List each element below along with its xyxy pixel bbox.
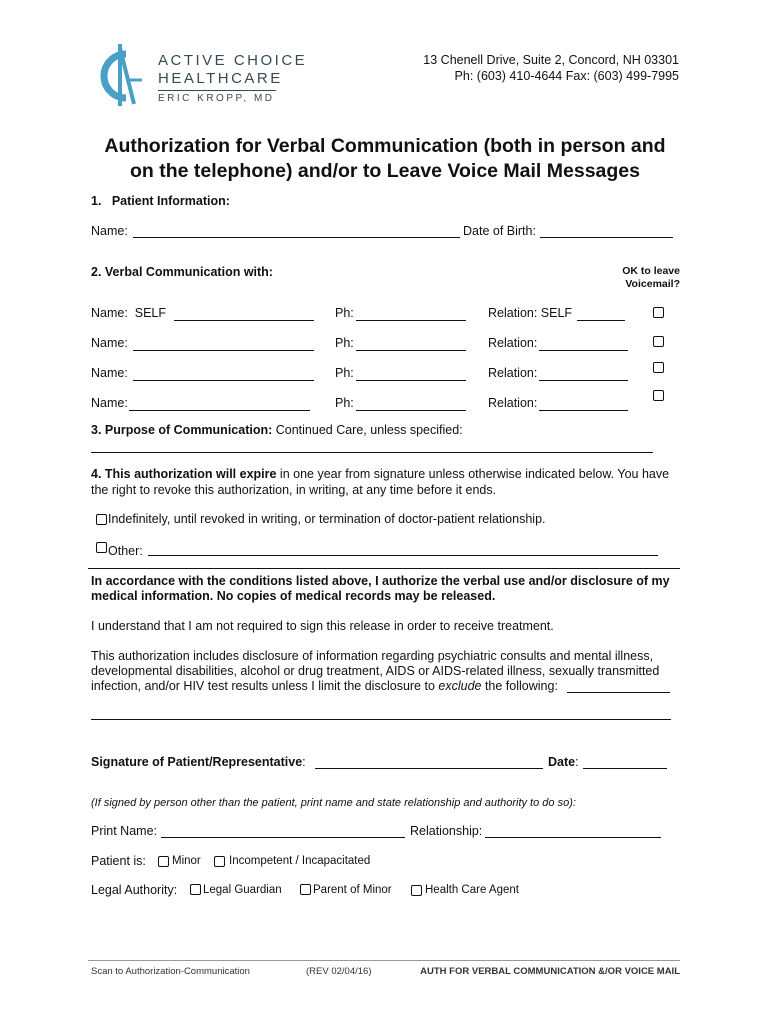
logo-doctor: ERIC KROPP, MD xyxy=(158,93,275,104)
signature-label: Signature of Patient/Representative xyxy=(91,755,303,769)
legal-guardian-label: Legal Guardian xyxy=(203,884,282,896)
minor-checkbox[interactable] xyxy=(158,856,169,867)
signature-colon: : xyxy=(302,755,306,769)
signature-field[interactable] xyxy=(315,768,543,769)
sig-date-colon: : xyxy=(575,755,579,769)
consent-bold-line1: In accordance with the conditions listed above, I authorize the verbal use and/or disclosure of my xyxy=(91,574,670,588)
header-address: 13 Chenell Drive, Suite 2, Concord, NH 03301 xyxy=(423,53,679,67)
print-name-field[interactable] xyxy=(161,837,405,838)
health-care-agent-label: Health Care Agent xyxy=(425,884,519,896)
contact-phone-label: Ph: xyxy=(335,396,354,410)
contact-phone-field[interactable] xyxy=(356,320,466,321)
contact-name-field[interactable] xyxy=(174,320,314,321)
signature-row xyxy=(91,755,306,769)
representative-note: (If signed by person other than the patient, print name and state relationship and authority to do so): xyxy=(91,797,576,809)
voicemail-checkbox[interactable] xyxy=(653,362,664,373)
other-label: Other: xyxy=(108,544,143,558)
section3-label: 3. Purpose of Communication: xyxy=(91,423,273,437)
exclude-field-line2[interactable] xyxy=(91,719,671,720)
dob-field[interactable] xyxy=(540,237,673,238)
contact-phone-field[interactable] xyxy=(356,380,466,381)
legal-authority-label: Legal Authority: xyxy=(91,883,178,897)
print-name-label: Print Name: xyxy=(91,824,157,838)
relationship-field[interactable] xyxy=(485,837,661,838)
logo-mark-icon xyxy=(90,40,154,110)
disclosure-line2: developmental disabilities, alcohol or drug treatment, AIDS or AIDS-related illness, sexually transmitted xyxy=(91,664,660,678)
minor-label: Minor xyxy=(172,855,201,867)
voicemail-checkbox[interactable] xyxy=(653,390,664,401)
contact-phone-field[interactable] xyxy=(356,350,466,351)
contact-relation-label: Relation: xyxy=(488,396,538,410)
contact-relation-label: Relation: xyxy=(488,366,538,380)
contact-name-label: Name: xyxy=(91,336,128,350)
section4-label: 4. This authorization will expire xyxy=(91,467,277,481)
indefinite-label: Indefinitely, until revoked in writing, or termination of doctor-patient relationship. xyxy=(108,512,546,526)
logo xyxy=(90,40,310,110)
understand-text: I understand that I am not required to sign this release in order to receive treatment. xyxy=(91,619,554,633)
section3-text: Continued Care, unless specified: xyxy=(272,423,463,437)
contact-phone-field[interactable] xyxy=(356,410,466,411)
footer-divider xyxy=(88,960,680,961)
patient-name-field[interactable] xyxy=(133,237,460,238)
contact-name-label: Name: xyxy=(91,396,128,410)
purpose-field[interactable] xyxy=(91,452,653,453)
contact-name-field[interactable] xyxy=(133,380,314,381)
sig-date-field[interactable] xyxy=(583,768,667,769)
incompetent-label: Incompetent / Incapacitated xyxy=(229,855,371,867)
contact-relation-field[interactable] xyxy=(577,320,625,321)
health-care-agent-checkbox[interactable] xyxy=(411,885,422,896)
ok-leave-line1: OK to leave xyxy=(622,265,680,277)
logo-divider xyxy=(158,90,276,91)
consent-bold-line2: medical information. No copies of medical records may be released. xyxy=(91,589,496,603)
section4-expire xyxy=(91,467,669,481)
disclosure-line3a: infection, and/or HIV test results unless I limit the disclosure to xyxy=(91,679,439,693)
contact-name-label: Name: SELF xyxy=(91,306,167,320)
other-checkbox[interactable] xyxy=(96,542,107,553)
relationship-label: Relationship: xyxy=(410,824,483,838)
ok-leave-line2: Voicemail? xyxy=(625,278,680,290)
section1-heading: 1. Patient Information: xyxy=(91,194,230,208)
disclosure-exclude: exclude xyxy=(438,679,482,693)
parent-of-minor-label: Parent of Minor xyxy=(313,884,392,896)
contact-relation-label: Relation: xyxy=(488,336,538,350)
header-phone-fax: Ph: (603) 410-4644 Fax: (603) 499-7995 xyxy=(454,69,679,83)
footer-form-name: AUTH FOR VERBAL COMMUNICATION &/OR VOICE MAIL xyxy=(420,966,680,977)
section3-purpose xyxy=(91,423,463,437)
disclosure-line3 xyxy=(91,679,558,693)
contact-relation-field[interactable] xyxy=(539,380,628,381)
section4-text1: in one year from signature unless otherwise indicated below. You have xyxy=(276,467,670,481)
other-field[interactable] xyxy=(148,555,658,556)
section-divider xyxy=(88,568,680,569)
footer-rev: (REV 02/04/16) xyxy=(306,966,372,977)
footer-scan: Scan to Authorization-Communication xyxy=(91,966,250,977)
voicemail-checkbox[interactable] xyxy=(653,307,664,318)
page-title xyxy=(0,134,770,184)
contact-relation-label: Relation: SELF xyxy=(488,306,573,320)
indefinite-checkbox[interactable] xyxy=(96,514,107,525)
title-line2: on the telephone) and/or to Leave Voice Mail Messages xyxy=(129,160,640,182)
contact-phone-label: Ph: xyxy=(335,336,354,350)
section2-heading: 2. Verbal Communication with: xyxy=(91,265,273,279)
voicemail-column-header xyxy=(622,265,680,291)
disclosure-line3b: the following: xyxy=(481,679,558,693)
patient-is-label: Patient is: xyxy=(91,854,146,868)
title-line1: Authorization for Verbal Communication (both in person and xyxy=(104,135,666,157)
contact-phone-label: Ph: xyxy=(335,306,354,320)
exclude-field[interactable] xyxy=(567,692,670,693)
contact-relation-field[interactable] xyxy=(539,410,628,411)
voicemail-checkbox[interactable] xyxy=(653,336,664,347)
section4-text2: the right to revoke this authorization, in writing, at any time before it ends. xyxy=(91,483,497,497)
contact-relation-field[interactable] xyxy=(539,350,628,351)
incompetent-checkbox[interactable] xyxy=(214,856,225,867)
sig-date-row xyxy=(548,755,579,769)
logo-line1: ACTIVE CHOICE xyxy=(158,52,308,69)
dob-label: Date of Birth: xyxy=(463,224,536,238)
patient-name-label: Name: xyxy=(91,224,128,238)
logo-line2: HEALTHCARE xyxy=(158,70,283,87)
legal-guardian-checkbox[interactable] xyxy=(190,884,201,895)
contact-name-label: Name: xyxy=(91,366,128,380)
contact-name-field[interactable] xyxy=(129,410,310,411)
parent-of-minor-checkbox[interactable] xyxy=(300,884,311,895)
contact-name-field[interactable] xyxy=(133,350,314,351)
disclosure-line1: This authorization includes disclosure of information regarding psychiatric consults and mental illness, xyxy=(91,649,654,663)
sig-date-label: Date xyxy=(548,755,576,769)
contact-phone-label: Ph: xyxy=(335,366,354,380)
